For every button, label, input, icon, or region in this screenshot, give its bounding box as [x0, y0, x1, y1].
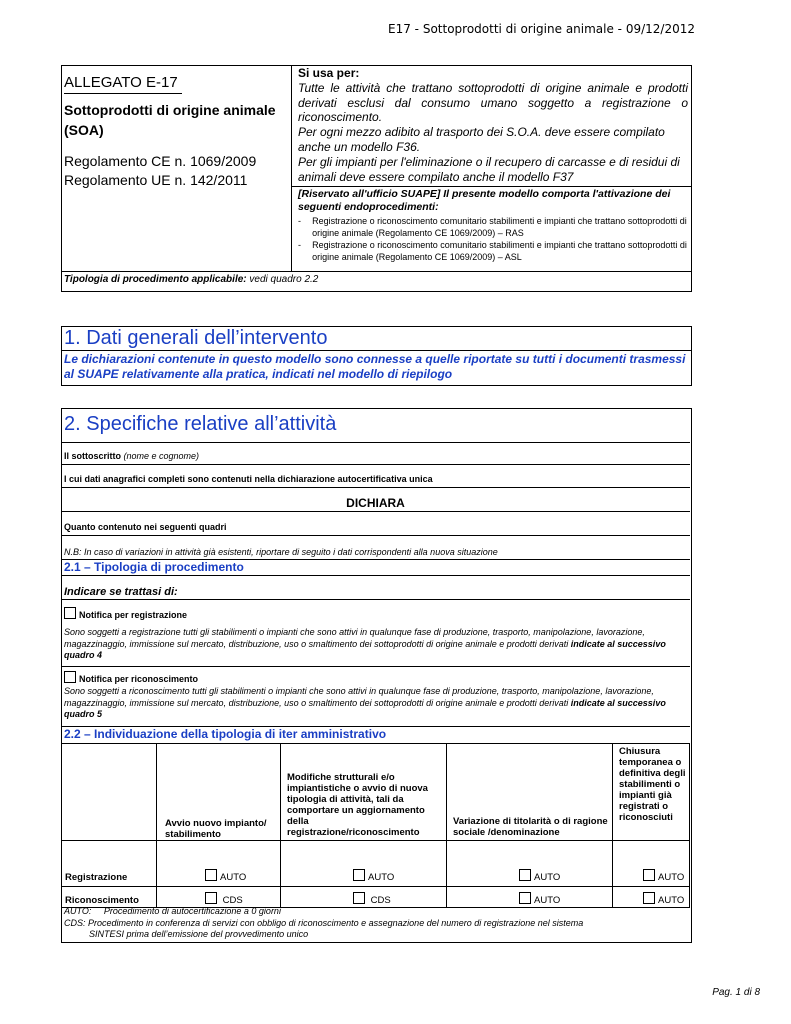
- section2-title: 2. Specifiche relative all’attività: [64, 413, 337, 435]
- riservato-note: [Riservato all'ufficio SUAPE] Il presente modello comporta l'attivazione dei seguenti endoprocedimenti:: [298, 188, 671, 213]
- riconoscimento-checkbox[interactable]: [64, 671, 76, 683]
- iter-col-header: Avvio nuovo impianto/ stabilimento: [157, 744, 281, 841]
- row-line: [61, 442, 690, 443]
- iter-option[interactable]: [157, 841, 281, 887]
- iter-checkbox[interactable]: [353, 869, 365, 881]
- iter-row-label: Riconoscimento: [62, 887, 157, 908]
- document-header: E17 - Sottoprodotti di origine animale - 09/12/2012: [388, 22, 695, 36]
- regolamento-ce: Regolamento CE n. 1069/2009: [64, 153, 257, 169]
- section1-divider: [61, 350, 691, 351]
- dati-anagrafici: I cui dati anagrafici completi sono contenuti nella dichiarazione autocertificativa unica: [64, 474, 433, 484]
- riconoscimento-desc: Sono soggetti a riconoscimento tutti gli stabilimenti o impianti che sono attivi in qualunque fase di produzione, trasporto, manipolazione, lavorazione, magazzinaggio, immissione sul mercato, distribuzione, uso o smaltimento dei sottoprodotti di origine animale e prodotti derivati: [64, 686, 654, 708]
- quanto-contenuto: Quanto contenuto nei seguenti quadri: [64, 522, 227, 532]
- registrazione-text: [64, 627, 689, 662]
- iter-option-label: AUTO: [658, 872, 685, 883]
- allegato-code: ALLEGATO E-17: [64, 74, 182, 94]
- iter-col-header: Modifiche strutturali e/o impiantistiche o avvio di nuova tipologia di attività, tali da comportare un aggiornamento della registrazione/riconoscimento: [281, 744, 447, 841]
- uso-p3: Per gli impianti per l'eliminazione o il recupero di carcasse e di residui di animali deve essere compilato anche il modello F37: [298, 154, 680, 184]
- iter-option[interactable]: [281, 841, 447, 887]
- iter-col-header: Variazione di titolarità o di ragione sociale /denominazione: [447, 744, 613, 841]
- tipologia-label: Tipologia di procedimento applicabile:: [64, 274, 247, 285]
- allegato-divider: [291, 65, 292, 272]
- endo-list: [298, 215, 690, 263]
- sottoscritto-line[interactable]: [64, 451, 199, 461]
- uso-p1: Tutte le attività che trattano sottoprodotti di origine animale e prodotti derivati esclusi dal consumo umano soggetto a registrazione o riconoscimento.: [298, 80, 688, 125]
- legend-auto: AUTO: Procedimento di autocertificazione a 0 giorni: [64, 906, 281, 916]
- row-line: [61, 487, 690, 488]
- row-line: [61, 464, 690, 465]
- endo-text: Registrazione o riconoscimento comunitario stabilimenti e impianti che trattano sottoprodotti di origine animale (Regolamento CE 1069/2009) – RAS: [312, 216, 687, 238]
- iter-option-label: AUTO: [534, 895, 561, 906]
- iter-row-label: Registrazione: [62, 841, 157, 887]
- iter-option[interactable]: [447, 841, 613, 887]
- iter-checkbox[interactable]: [205, 892, 217, 904]
- iter-checkbox[interactable]: [519, 869, 531, 881]
- uso-p2: Per ogni mezzo adibito al trasporto dei S.O.A. deve essere compilato anche un modello F36.: [298, 125, 665, 154]
- registrazione-checkbox[interactable]: [64, 607, 76, 619]
- iter-option[interactable]: [447, 887, 613, 908]
- sottoscritto-label: Il sottoscritto: [64, 451, 122, 461]
- iter-option[interactable]: [613, 841, 690, 887]
- tipologia-line: [64, 274, 318, 285]
- iter-option[interactable]: [613, 887, 690, 908]
- iter-checkbox[interactable]: [643, 869, 655, 881]
- notifica-registrazione[interactable]: [64, 607, 187, 620]
- iter-col-header: Chiusura temporanea o definitiva degli stabilimenti o impianti già registrati o riconosciuti: [613, 744, 690, 841]
- tipologia-value: vedi quadro 2.2: [246, 274, 319, 285]
- notifica-riconoscimento-label: Notifica per riconoscimento: [79, 674, 199, 684]
- section1-title: 1. Dati generali dell’intervento: [64, 327, 328, 349]
- registrazione-desc: Sono soggetti a registrazione tutti gli stabilimenti o impianti che sono attivi in qualunque fase di produzione, trasporto, manipolazione, lavorazione, magazzinaggio, immissione sul mercato, distribuzione, uso o smaltimento dei sottoprodotti di origine animale e prodotti derivati: [64, 627, 645, 649]
- row-line: [61, 666, 690, 667]
- iter-row-riconoscimento: [62, 887, 690, 908]
- iter-row-registrazione: [62, 841, 690, 887]
- section1-note: Le dichiarazioni contenute in questo modello sono connesse a quelle riportate su tutti i documenti trasmessi al SUAPE relativamente alla pratica, indicati nel modello di riepilogo: [64, 352, 686, 381]
- nb-note: N.B: In caso di variazioni in attività già esistenti, riportare di seguito i dati corrispondenti alla nuova situazione: [64, 547, 498, 557]
- riconoscimento-ref: indicate al successivo quadro 5: [64, 697, 666, 720]
- iter-checkbox[interactable]: [643, 892, 655, 904]
- row-line: [61, 535, 690, 536]
- iter-table: [61, 743, 690, 908]
- endo-item: [298, 239, 690, 263]
- iter-option[interactable]: [157, 887, 281, 908]
- iter-legend: [64, 906, 689, 941]
- notifica-riconoscimento[interactable]: [64, 671, 198, 684]
- iter-corner-cell: [62, 744, 157, 841]
- iter-option-label: CDS: [370, 895, 391, 906]
- iter-option-label: AUTO: [368, 872, 395, 883]
- iter-option-label: AUTO: [534, 872, 561, 883]
- registrazione-ref: indicate al successivo quadro 4: [64, 638, 666, 661]
- iter-header-row: [62, 744, 690, 841]
- legend-cds-cont: SINTESI prima dell’emissione del provvedimento unico: [89, 929, 309, 940]
- page-number: Pag. 1 di 8: [712, 987, 760, 998]
- tipologia-divider: [61, 271, 691, 272]
- dash: -: [298, 216, 301, 226]
- regolamento-ue: Regolamento UE n. 142/2011: [64, 172, 248, 188]
- row-line: [61, 599, 690, 600]
- row-line: [61, 575, 690, 576]
- endo-text: Registrazione o riconoscimento comunitario stabilimenti e impianti che trattano sottoprodotti di origine animale (Regolamento CE 1069/2009) – ASL: [312, 240, 687, 262]
- iter-option[interactable]: [281, 887, 447, 908]
- riconoscimento-text: [64, 686, 689, 721]
- iter-option-label: AUTO: [220, 872, 247, 883]
- sottoscritto-hint: (nome e cognome): [121, 451, 200, 461]
- subsection-21-title: 2.1 – Tipologia di procedimento: [64, 560, 244, 574]
- subsection-22-title: 2.2 – Individuazione della tipologia di iter amministrativo: [64, 727, 387, 741]
- legend-cds: CDS: Procedimento in conferenza di servizi con obbligo di riconoscimento e assegnazione del numero di registrazione nel sistema: [64, 917, 584, 928]
- endo-item: [298, 215, 690, 239]
- notifica-registrazione-label: Notifica per registrazione: [79, 610, 188, 620]
- indicare-label: Indicare se trattasi di:: [64, 586, 178, 598]
- iter-checkbox[interactable]: [205, 869, 217, 881]
- allegato-name: Sottoprodotti di origine animale (SOA): [64, 102, 276, 138]
- iter-checkbox[interactable]: [519, 892, 531, 904]
- riservato-divider: [291, 186, 691, 187]
- uso-block: [298, 66, 688, 184]
- dichiara-heading: DICHIARA: [346, 496, 405, 510]
- iter-option-label: CDS: [222, 895, 243, 906]
- uso-title: Si usa per:: [298, 66, 360, 80]
- iter-option-label: AUTO: [658, 895, 685, 906]
- iter-checkbox[interactable]: [353, 892, 365, 904]
- dash: -: [298, 240, 301, 250]
- row-line: [61, 511, 690, 512]
